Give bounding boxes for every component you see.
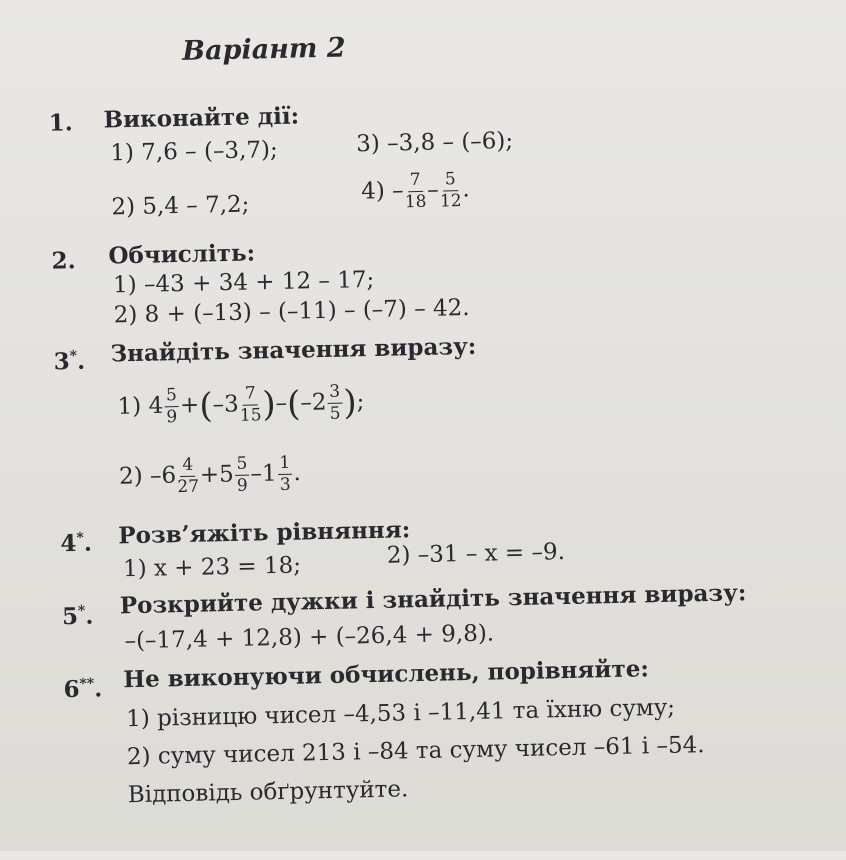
task-4-item-1: 1) x + 23 = 18; <box>122 552 302 583</box>
task-4-number: 4*. <box>60 529 93 558</box>
task-6-heading: Не виконуючи обчислень, порівняйте: <box>123 655 650 694</box>
fraction: $\frac{3}{5}$ <box>329 381 341 424</box>
task-1-item-3: 3) –3,8 – (–6); <box>355 127 514 158</box>
task-6-item-2: 2) суму чисел 213 і –84 та суму чисел –61 і –54. <box>126 732 705 771</box>
fraction: $\frac{5}{9}$ <box>165 385 178 428</box>
task-1-item-4: 4) – $\frac{7}{18}$ – $\frac{5}{12}$ . <box>360 169 470 213</box>
fraction: $\frac{4}{27}$ <box>177 454 200 498</box>
task-3-number: 3*. <box>53 347 86 376</box>
task-5-number: 5*. <box>61 602 94 631</box>
task-2-item-2: 2) 8 + (–13) – (–11) – (–7) – 42. <box>113 294 470 329</box>
variant-title: Варіант 2 <box>181 32 346 67</box>
fraction: $\frac{5}{12}$ <box>439 169 462 212</box>
task-6-number: 6**. <box>63 675 103 704</box>
task-2-heading: Обчисліть: <box>108 239 256 270</box>
task-2-item-1: 1) –43 + 34 + 12 – 17; <box>112 266 375 299</box>
fraction: $\frac{7}{15}$ <box>239 383 262 426</box>
task-2-number: 2. <box>51 247 76 275</box>
task-4-item-2: 2) –31 – x = –9. <box>386 538 566 569</box>
fraction: $\frac{7}{18}$ <box>404 169 427 213</box>
fraction: $\frac{1}{3}$ <box>279 452 291 495</box>
task-3-heading: Знайдіть значення виразу: <box>110 332 477 368</box>
task-1-item-1: 1) 7,6 – (–3,7); <box>110 136 278 167</box>
task-4-heading: Розв’яжіть рівняння: <box>118 516 411 550</box>
task-1-heading: Виконайте дії: <box>103 102 300 134</box>
task-3-expr-1: 1) 4 $\frac{5}{9}$ +(–3 $\frac{7}{15}$ )–(–2 $\frac{3}{5}$ ); <box>117 381 365 428</box>
fraction: $\frac{5}{9}$ <box>236 453 248 496</box>
task-6-item-1: 1) різницю чисел –4,53 і –11,41 та їхню суму; <box>125 694 676 733</box>
task-5-heading: Розкрийте дужки і знайдіть значення виразу: <box>119 579 747 620</box>
task-1-item-2: 2) 5,4 – 7,2; <box>111 191 250 221</box>
task-5-expression: –(–17,4 + 12,8) + (–26,4 + 9,8). <box>124 620 495 655</box>
task-1-number: 1. <box>48 109 73 137</box>
task-3-expr-2: 2) –6 $\frac{4}{27}$ +5 $\frac{5}{9}$ –1 $\frac{1}{3}$ . <box>118 452 302 498</box>
task-6-note: Відповідь обґрунтуйте. <box>127 776 409 809</box>
